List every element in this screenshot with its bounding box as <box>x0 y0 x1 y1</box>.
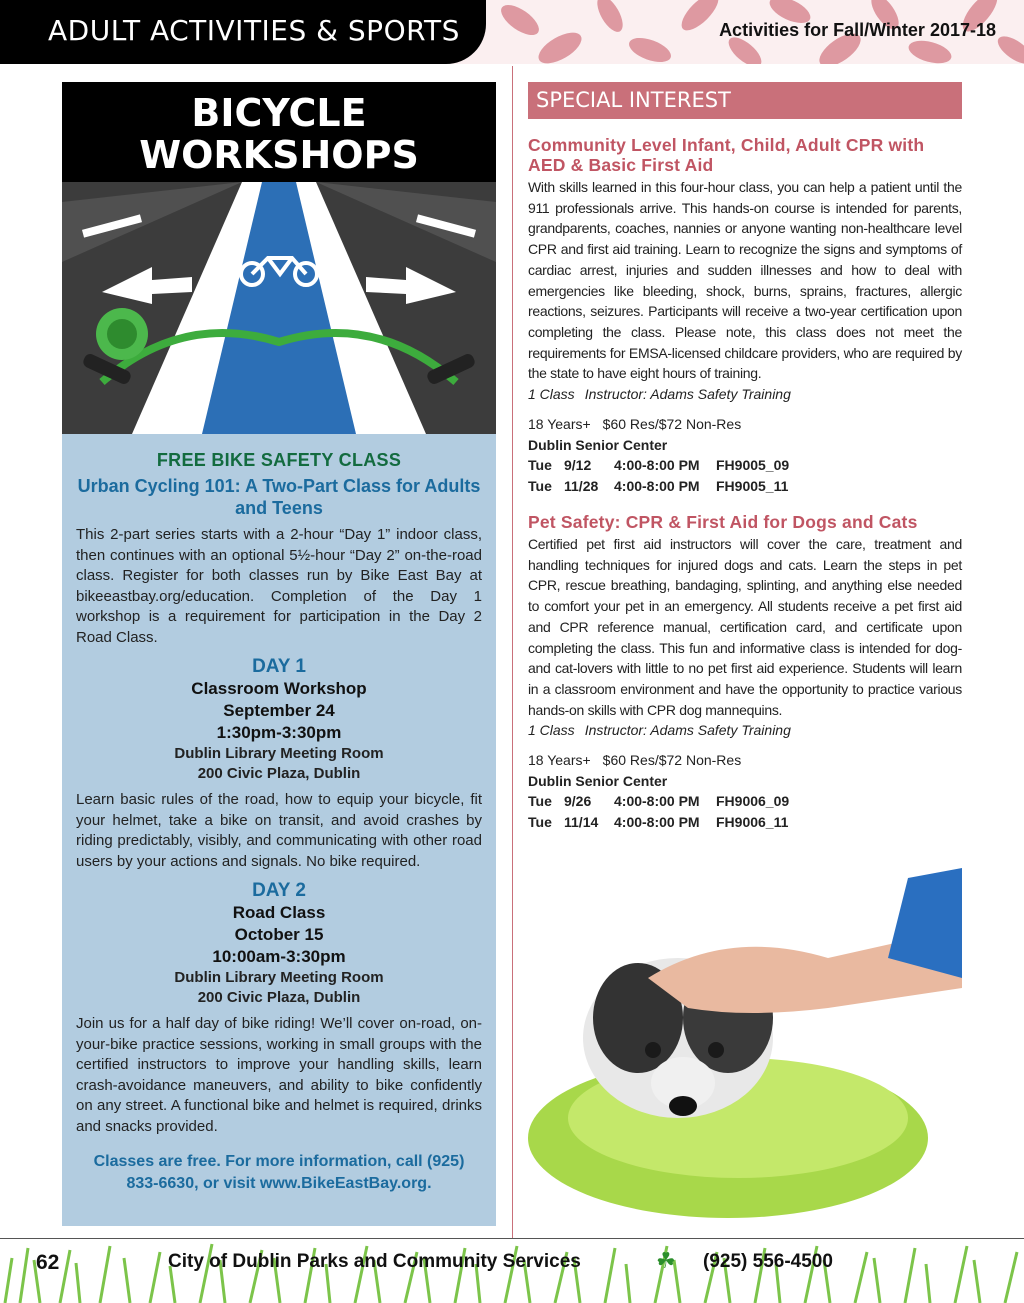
session-row: Tue 9/26 4:00-8:00 PM FH9006_09 <box>528 793 790 810</box>
class-subtitle: Urban Cycling 101: A Two-Part Class for Adults and Teens <box>77 476 481 518</box>
day1-room: Dublin Library Meeting Room <box>174 745 384 762</box>
day2-address: 200 Civic Plaza, Dublin <box>197 989 361 1006</box>
dog-photo <box>528 868 962 1226</box>
bike-lane-illustration <box>62 182 496 434</box>
page-footer <box>0 1238 1024 1303</box>
course-meta: 1 Class Instructor: Adams Safety Training <box>528 722 791 739</box>
course-title: Pet Safety: CPR & First Aid for Dogs and Cats <box>528 512 918 533</box>
class-intro: This 2-part series starts with a 2-hour “Day 1” indoor class, then continues with an optional 5½-hour “Day 2” on-the-road class. Register for both classes run by Bike East Bay at bikeeastbay.org/education. Completion of the Day 1 workshop is a requirement for participation in the Day 2 Road Class. <box>76 526 482 646</box>
day1-description: Learn basic rules of the road, how to equip your bicycle, fit your helmet, take a bike on transit, and avoid crashes by riding predictably, visibly, and communicating with other road users by your actions and signals. No bike required. <box>76 791 482 870</box>
section-name: ADULT ACTIVITIES & SPORTS <box>48 14 460 47</box>
session-row: Tue 11/14 4:00-8:00 PM FH9006_11 <box>528 813 789 830</box>
session-row: Tue 9/12 4:00-8:00 PM FH9005_09 <box>528 457 790 474</box>
contact-note: Classes are free. For more information, call (925) 833-6630, or visit www.BikeEastBay.org. <box>93 1153 465 1192</box>
day1-time: 1:30pm-3:30pm <box>216 723 342 742</box>
day2-label: DAY 2 <box>252 880 306 901</box>
day2-name: Road Class <box>232 903 326 922</box>
course-pet-safety <box>528 512 962 832</box>
shamrock-icon: ☘ <box>656 1248 676 1273</box>
day2-time: 10:00am-3:30pm <box>212 947 346 966</box>
course-description: Certified pet first aid instructors will cover the care, treatment and handling techniques for injured dogs and cats. Learn the steps in pet CPR, rescue breathing, bandaging, splinting, and anything else needed to comfort your pet in an emergency. All students receive a pet first aid and CPR reference manual, certification card, and certificate upon completing the class. This fun and informative class is intended for dog- and cat-lovers with little to no pet first aid experience. Students will learn in a classroom environment and have the opportunity to practice various hands-on skills with CPR dog mannequins. <box>528 536 962 718</box>
bicycle-workshops-title: BICYCLE WORKSHOPS <box>62 82 496 182</box>
day2-description: Join us for a half day of bike riding! We’ll cover on-road, on-your-bike practice sessions, working in small groups with the certified instructors to improve your handling skills, learn crash-avoidance maneuvers, and ability to bike confidently on any street. A functional bike and helmet is required, drinks and snacks provided. <box>76 1015 482 1135</box>
section-tab <box>0 0 486 64</box>
course-fees: 18 Years+ $60 Res/$72 Non-Res <box>528 416 742 433</box>
footer-org: City of Dublin Parks and Community Services <box>168 1251 581 1272</box>
day1-address: 200 Civic Plaza, Dublin <box>197 765 361 782</box>
session-row: Tue 11/28 4:00-8:00 PM FH9005_11 <box>528 477 789 494</box>
day1-date: September 24 <box>223 701 335 720</box>
course-location: Dublin Senior Center <box>528 772 668 789</box>
column-divider <box>512 66 513 1238</box>
course-fees: 18 Years+ $60 Res/$72 Non-Res <box>528 752 742 769</box>
day2-room: Dublin Library Meeting Room <box>174 969 384 986</box>
bike-safety-class-box <box>62 434 496 1226</box>
course-cpr <box>528 135 962 496</box>
special-interest-header: SPECIAL INTEREST <box>528 82 962 119</box>
course-meta: 1 Class Instructor: Adams Safety Training <box>528 386 791 403</box>
course-title: Community Level Infant, Child, Adult CPR with AED & Basic First Aid <box>528 135 925 175</box>
footer-phone: (925) 556-4500 <box>703 1251 833 1272</box>
day2-date: October 15 <box>234 925 324 944</box>
course-location: Dublin Senior Center <box>528 436 668 453</box>
bicycle-workshops-panel <box>62 82 496 1226</box>
season-label: Activities for Fall/Winter 2017-18 <box>719 20 996 40</box>
footer-rule <box>0 1238 1024 1239</box>
day1-label: DAY 1 <box>252 656 306 677</box>
page-number: 62 <box>36 1251 60 1274</box>
course-description: With skills learned in this four-hour class, you can help a patient until the 911 professionals arrive. This hands-on course is intended for parents, grandparents, coaches, nannies or anyone wanting non-healthcare level CPR and first aid training. Learn to recognize the signs and symptoms of cardiac arrest, injuries and sudden illnesses and how to deal with emergencies like bleeding, shock, burns, sprains, fractures, allergic reactions, seizures. Participants will receive a two-year certification upon completing the class. Please note, this class does not meet the requirements for EMSA-licensed childcare providers, who are required by the state to have eight hours of training. <box>528 179 962 382</box>
day1-name: Classroom Workshop <box>191 679 367 698</box>
free-class-kicker: FREE BIKE SAFETY CLASS <box>156 450 402 470</box>
special-interest-column <box>528 82 962 832</box>
